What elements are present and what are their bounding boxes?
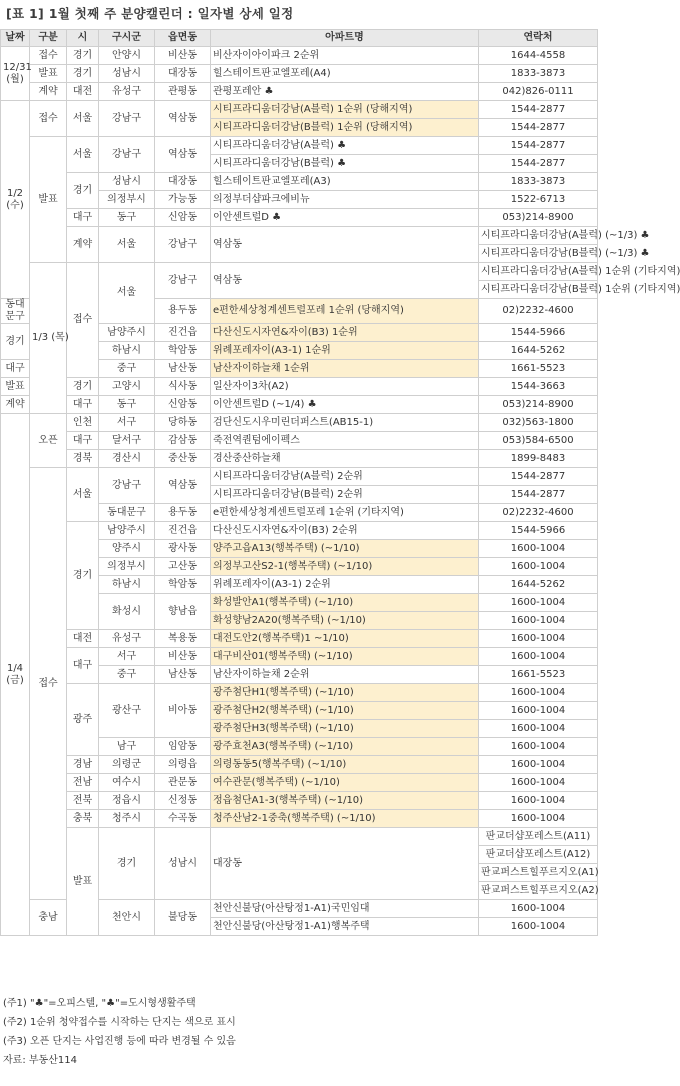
contact-cell: 1600-1004 <box>479 684 598 702</box>
town-cell: 비아동 <box>155 684 211 738</box>
town-cell: 진건읍 <box>155 324 211 342</box>
district-cell: 하남시 <box>99 576 155 594</box>
header-type: 구분 <box>30 30 67 47</box>
contact-cell: 1544-3663 <box>479 378 598 396</box>
contact-cell: 1600-1004 <box>479 702 598 720</box>
table-row <box>1 432 598 450</box>
district-cell: 서울 <box>99 263 155 324</box>
province-cell: 계약 <box>67 227 99 263</box>
table-row <box>1 396 598 414</box>
town-cell: 신암동 <box>155 396 211 414</box>
apartment-cell: 광주첨단H1(행복주택) (~1/10) <box>211 684 479 702</box>
apartment-cell: 광주효천A3(행복주택) (~1/10) <box>211 738 479 756</box>
contact-cell: 판교더샵포레스트(A12) <box>479 846 598 864</box>
apartment-cell: 다산신도시자연&자이(B3) 1순위 <box>211 324 479 342</box>
province-cell: 인천 <box>67 414 99 432</box>
contact-cell: 시티프라디움더강남(A블럭) 1순위 (기타지역) <box>479 263 598 281</box>
contact-cell: 02)2232-4600 <box>479 299 598 324</box>
apartment-cell: 화성향남2A20(행복주택) (~1/10) <box>211 612 479 630</box>
contact-cell: 032)563-1800 <box>479 414 598 432</box>
province-cell: 경남 <box>67 756 99 774</box>
district-cell: 경기 <box>99 828 155 900</box>
town-cell: 학암동 <box>155 576 211 594</box>
table-title: [표 1] 1월 첫째 주 분양캘린더 : 일자별 상세 일정 <box>6 6 294 21</box>
table-row <box>1 630 598 648</box>
contact-cell: 판교퍼스트힐푸르지오(A2) <box>479 882 598 900</box>
contact-cell: 1544-2877 <box>479 468 598 486</box>
province-cell: 경기 <box>67 522 99 630</box>
district-cell: 정읍시 <box>99 792 155 810</box>
contact-cell: 1661-5523 <box>479 666 598 684</box>
apartment-cell: 역삼동 <box>211 263 479 299</box>
table-row <box>1 414 598 432</box>
town-cell: 역삼동 <box>155 137 211 173</box>
contact-cell: 1544-5966 <box>479 324 598 342</box>
province-cell: 충북 <box>67 810 99 828</box>
district-cell: 의정부시 <box>99 191 155 209</box>
date-cell: 12/31 (월) <box>1 47 30 101</box>
town-cell: 감삼동 <box>155 432 211 450</box>
district-cell: 중구 <box>99 666 155 684</box>
type-cell: 접수 <box>30 101 67 137</box>
contact-cell: 1544-5966 <box>479 522 598 540</box>
province-cell: 대전 <box>67 630 99 648</box>
contact-cell: 1544-2877 <box>479 101 598 119</box>
district-cell: 동대문구 <box>99 504 155 522</box>
apartment-cell: 위례포레자이(A3-1) 2순위 <box>211 576 479 594</box>
contact-cell: 1833-3873 <box>479 173 598 191</box>
province-cell: 대전 <box>67 83 99 101</box>
district-cell: 성남시 <box>99 173 155 191</box>
district-cell: 성남시 <box>99 65 155 83</box>
table-header-row <box>1 30 598 47</box>
date-cell: 발표 <box>1 378 30 396</box>
town-cell: 신암동 <box>155 209 211 227</box>
contact-cell: 1600-1004 <box>479 630 598 648</box>
apartment-cell: 천안신불당(아산탕정1-A1)국민임대 <box>211 900 479 918</box>
district-cell: 경산시 <box>99 450 155 468</box>
contact-cell: 판교더샵포레스트(A11) <box>479 828 598 846</box>
apartment-cell: 시티프라디움더강남(B블럭) ♣ <box>211 155 479 173</box>
district-cell: 화성시 <box>99 594 155 630</box>
apartment-cell: 위례포레자이(A3-1) 1순위 <box>211 342 479 360</box>
province-cell: 경기 <box>67 378 99 396</box>
contact-cell: 1600-1004 <box>479 720 598 738</box>
apartment-cell: 의령동동5(행복주택) (~1/10) <box>211 756 479 774</box>
apartment-cell: e편한세상청계센트럴포레 1순위 (기타지역) <box>211 504 479 522</box>
table-row <box>1 774 598 792</box>
district-cell: 청주시 <box>99 810 155 828</box>
apartment-cell: 힐스테이트판교엘포레(A3) <box>211 173 479 191</box>
contact-cell: 1600-1004 <box>479 540 598 558</box>
district-cell: 의정부시 <box>99 558 155 576</box>
province-cell: 접수 <box>67 263 99 378</box>
district-cell: 강남구 <box>99 137 155 173</box>
contact-cell: 1600-1004 <box>479 558 598 576</box>
date-cell: 1/4 (금) <box>1 414 30 936</box>
town-cell: 강남구 <box>155 263 211 299</box>
apartment-cell: 여수관문(행복주택) (~1/10) <box>211 774 479 792</box>
header-province: 시 <box>67 30 99 47</box>
date-cell: 계약 <box>1 396 30 414</box>
district-cell: 광산구 <box>99 684 155 738</box>
table-row <box>1 65 598 83</box>
district-cell: 양주시 <box>99 540 155 558</box>
table-row <box>1 792 598 810</box>
apartment-cell: 대구비산01(행복주택) (~1/10) <box>211 648 479 666</box>
town-cell: 진건읍 <box>155 522 211 540</box>
contact-cell: 1644-4558 <box>479 47 598 65</box>
apartment-cell: 양주고읍A13(행복주택) (~1/10) <box>211 540 479 558</box>
contact-cell: 1600-1004 <box>479 810 598 828</box>
district-cell: 남구 <box>99 738 155 756</box>
type-cell: 충남 <box>30 900 67 936</box>
contact-cell: 1600-1004 <box>479 612 598 630</box>
town-cell: 남산동 <box>155 666 211 684</box>
contact-cell: 1899-8483 <box>479 450 598 468</box>
district-cell: 남양주시 <box>99 522 155 540</box>
type-cell: 계약 <box>30 83 67 101</box>
district-cell: 강남구 <box>99 468 155 504</box>
table-row <box>1 137 598 155</box>
apartment-cell: e편한세상청계센트럴포레 1순위 (당해지역) <box>211 299 479 324</box>
apartment-cell: 천안신불당(아산탕정1-A1)행복주택 <box>211 918 479 936</box>
contact-cell: 053)214-8900 <box>479 396 598 414</box>
district-cell: 강남구 <box>99 101 155 137</box>
date-cell: 1/2 (수) <box>1 101 30 299</box>
header-town: 읍면동 <box>155 30 211 47</box>
district-cell: 동구 <box>99 396 155 414</box>
table-row <box>1 263 598 281</box>
town-cell: 대장동 <box>155 65 211 83</box>
table-row <box>1 756 598 774</box>
province-cell: 발표 <box>67 828 99 936</box>
apartment-cell: 정읍첨단A1-3(행복주택) (~1/10) <box>211 792 479 810</box>
apartment-cell: 이안센트럴D (~1/4) ♣ <box>211 396 479 414</box>
apartment-cell: 남산자이하늘채 1순위 <box>211 360 479 378</box>
contact-cell: 1522-6713 <box>479 191 598 209</box>
apartment-cell: 일산자이3차(A2) <box>211 378 479 396</box>
town-cell: 불당동 <box>155 900 211 936</box>
district-cell: 천안시 <box>99 900 155 936</box>
province-cell: 대구 <box>67 396 99 414</box>
contact-cell: 1600-1004 <box>479 774 598 792</box>
type-cell: 발표 <box>30 65 67 83</box>
province-cell: 서울 <box>67 101 99 137</box>
contact-cell: 1544-2877 <box>479 137 598 155</box>
header-apartment: 아파트명 <box>211 30 479 47</box>
apartment-cell: 대전도안2(행복주택)1 ~1/10) <box>211 630 479 648</box>
contact-cell: 시티프라디움더강남(B블럭) 1순위 (기타지역) <box>479 281 598 299</box>
town-cell: 향남읍 <box>155 594 211 630</box>
type-cell: 발표 <box>30 137 67 263</box>
town-cell: 당하동 <box>155 414 211 432</box>
district-cell: 하남시 <box>99 342 155 360</box>
town-cell: 학암동 <box>155 342 211 360</box>
town-cell: 신정동 <box>155 792 211 810</box>
province-cell: 전북 <box>67 792 99 810</box>
province-cell: 경북 <box>67 450 99 468</box>
apartment-cell: 남산자이하늘채 2순위 <box>211 666 479 684</box>
province-cell: 경기 <box>67 65 99 83</box>
province-cell: 경기 <box>67 47 99 65</box>
district-cell: 여수시 <box>99 774 155 792</box>
town-cell: 중산동 <box>155 450 211 468</box>
table-row <box>1 450 598 468</box>
contact-cell: 1544-2877 <box>479 486 598 504</box>
source-note: 자료: 부동산114 <box>3 1055 77 1066</box>
apartment-cell: 이안센트럴D ♣ <box>211 209 479 227</box>
town-cell: 가능동 <box>155 191 211 209</box>
town-cell: 강남구 <box>155 227 211 263</box>
apartment-cell: 화성발안A1(행복주택) (~1/10) <box>211 594 479 612</box>
town-cell: 의령읍 <box>155 756 211 774</box>
town-cell: 식사동 <box>155 378 211 396</box>
town-cell: 남산동 <box>155 360 211 378</box>
contact-cell: 1600-1004 <box>479 648 598 666</box>
header-district: 구시군 <box>99 30 155 47</box>
contact-cell: 시티프라디움더강남(B블럭) (~1/3) ♣ <box>479 245 598 263</box>
province-cell: 전남 <box>67 774 99 792</box>
table-row <box>1 101 598 119</box>
apartment-cell: 힐스테이트판교엘포레(A4) <box>211 65 479 83</box>
apartment-cell: 의정부고산S2-1(행복주택) (~1/10) <box>211 558 479 576</box>
contact-cell: 1600-1004 <box>479 594 598 612</box>
apartment-cell: 시티프라디움더강남(A블럭) ♣ <box>211 137 479 155</box>
footnote: (주3) 오픈 단지는 사업진행 등에 따라 변경될 수 있음 <box>3 1036 236 1047</box>
apartment-cell: 경산중산하늘채 <box>211 450 479 468</box>
contact-cell: 053)214-8900 <box>479 209 598 227</box>
date-cell: 경기 <box>1 324 30 360</box>
district-cell: 서구 <box>99 414 155 432</box>
province-cell: 대구 <box>67 432 99 450</box>
apartment-cell: 대장동 <box>211 828 479 900</box>
type-cell: 오픈 <box>30 414 67 468</box>
contact-cell: 1644-5262 <box>479 342 598 360</box>
apartment-cell: 의정부더샵파크에비뉴 <box>211 191 479 209</box>
province-cell: 서울 <box>67 468 99 522</box>
header-contact: 연락처 <box>479 30 598 47</box>
district-cell: 서구 <box>99 648 155 666</box>
town-cell: 비산동 <box>155 648 211 666</box>
contact-cell: 판교퍼스트힐푸르지오(A1) <box>479 864 598 882</box>
district-cell: 중구 <box>99 360 155 378</box>
contact-cell: 1600-1004 <box>479 918 598 936</box>
district-cell: 안양시 <box>99 47 155 65</box>
date-cell: 동대문구 <box>1 299 30 324</box>
district-cell: 달서구 <box>99 432 155 450</box>
town-cell: 관문동 <box>155 774 211 792</box>
town-cell: 복용동 <box>155 630 211 648</box>
apartment-cell: 다산신도시자연&자이(B3) 2순위 <box>211 522 479 540</box>
table-row <box>1 378 598 396</box>
apartment-cell: 광주첨단H2(행복주택) (~1/10) <box>211 702 479 720</box>
table-row <box>1 684 598 702</box>
footnotes <box>3 994 236 1070</box>
province-cell: 경기 <box>67 173 99 209</box>
table-row <box>1 173 598 191</box>
apartment-cell: 광주첨단H3(행복주택) (~1/10) <box>211 720 479 738</box>
province-cell: 광주 <box>67 684 99 756</box>
town-cell: 수곡동 <box>155 810 211 828</box>
contact-cell: 1833-3873 <box>479 65 598 83</box>
apartment-cell: 시티프라디움더강남(B블럭) 2순위 <box>211 486 479 504</box>
contact-cell: 1544-2877 <box>479 155 598 173</box>
district-cell: 남양주시 <box>99 324 155 342</box>
contact-cell: 042)826-0111 <box>479 83 598 101</box>
table-row <box>1 209 598 227</box>
table-body <box>1 47 680 936</box>
apartment-cell: 시티프라디움더강남(B블럭) 1순위 (당해지역) <box>211 119 479 137</box>
town-cell: 고산동 <box>155 558 211 576</box>
apartment-cell: 청주산남2-1중축(행복주택) (~1/10) <box>211 810 479 828</box>
town-cell: 광사동 <box>155 540 211 558</box>
footnote: (주2) 1순위 청약접수를 시작하는 단지는 색으로 표시 <box>3 1017 236 1028</box>
table-row <box>1 810 598 828</box>
town-cell: 임암동 <box>155 738 211 756</box>
table-row <box>1 468 598 486</box>
town-cell: 성남시 <box>155 828 211 900</box>
contact-cell: 1600-1004 <box>479 900 598 918</box>
district-cell: 고양시 <box>99 378 155 396</box>
district-cell: 서울 <box>99 227 155 263</box>
schedule-table <box>0 29 680 936</box>
district-cell: 동구 <box>99 209 155 227</box>
apartment-cell: 관평포레안 ♣ <box>211 83 479 101</box>
contact-cell: 1600-1004 <box>479 738 598 756</box>
apartment-cell: 검단신도시우미린더퍼스트(AB15-1) <box>211 414 479 432</box>
town-cell: 역삼동 <box>155 101 211 137</box>
type-cell: 1/3 (목) <box>30 263 67 414</box>
table-row <box>1 522 598 540</box>
type-cell: 접수 <box>30 468 67 900</box>
apartment-cell: 죽전역퀀텀에이펙스 <box>211 432 479 450</box>
apartment-cell: 시티프라디움더강남(A블럭) 2순위 <box>211 468 479 486</box>
town-cell: 용두동 <box>155 504 211 522</box>
province-cell: 서울 <box>67 137 99 173</box>
date-cell: 대구 <box>1 360 30 378</box>
district-cell: 의령군 <box>99 756 155 774</box>
table-row <box>1 648 598 666</box>
contact-cell: 02)2232-4600 <box>479 504 598 522</box>
apartment-cell: 비산자이아이파크 2순위 <box>211 47 479 65</box>
contact-cell: 시티프라디움더강남(A블럭) (~1/3) ♣ <box>479 227 598 245</box>
district-cell: 유성구 <box>99 630 155 648</box>
province-cell: 대구 <box>67 648 99 684</box>
town-cell: 역삼동 <box>155 468 211 504</box>
contact-cell: 1600-1004 <box>479 792 598 810</box>
apartment-cell: 역삼동 <box>211 227 479 263</box>
town-cell: 비산동 <box>155 47 211 65</box>
footnote: (주1) "♣"=오피스텔, "♣"=도시형생활주택 <box>3 998 196 1009</box>
contact-cell: 053)584-6500 <box>479 432 598 450</box>
table-row <box>1 83 598 101</box>
town-cell: 용두동 <box>155 299 211 324</box>
town-cell: 관평동 <box>155 83 211 101</box>
province-cell: 대구 <box>67 209 99 227</box>
town-cell: 대장동 <box>155 173 211 191</box>
apartment-cell: 시티프라디움더강남(A블럭) 1순위 (당해지역) <box>211 101 479 119</box>
contact-cell: 1661-5523 <box>479 360 598 378</box>
type-cell: 접수 <box>30 47 67 65</box>
contact-cell: 1644-5262 <box>479 576 598 594</box>
district-cell: 유성구 <box>99 83 155 101</box>
table-row <box>1 227 598 245</box>
contact-cell: 1600-1004 <box>479 756 598 774</box>
contact-cell: 1544-2877 <box>479 119 598 137</box>
table-row <box>1 47 598 65</box>
header-date: 날짜 <box>1 30 30 47</box>
table-row <box>1 828 598 846</box>
